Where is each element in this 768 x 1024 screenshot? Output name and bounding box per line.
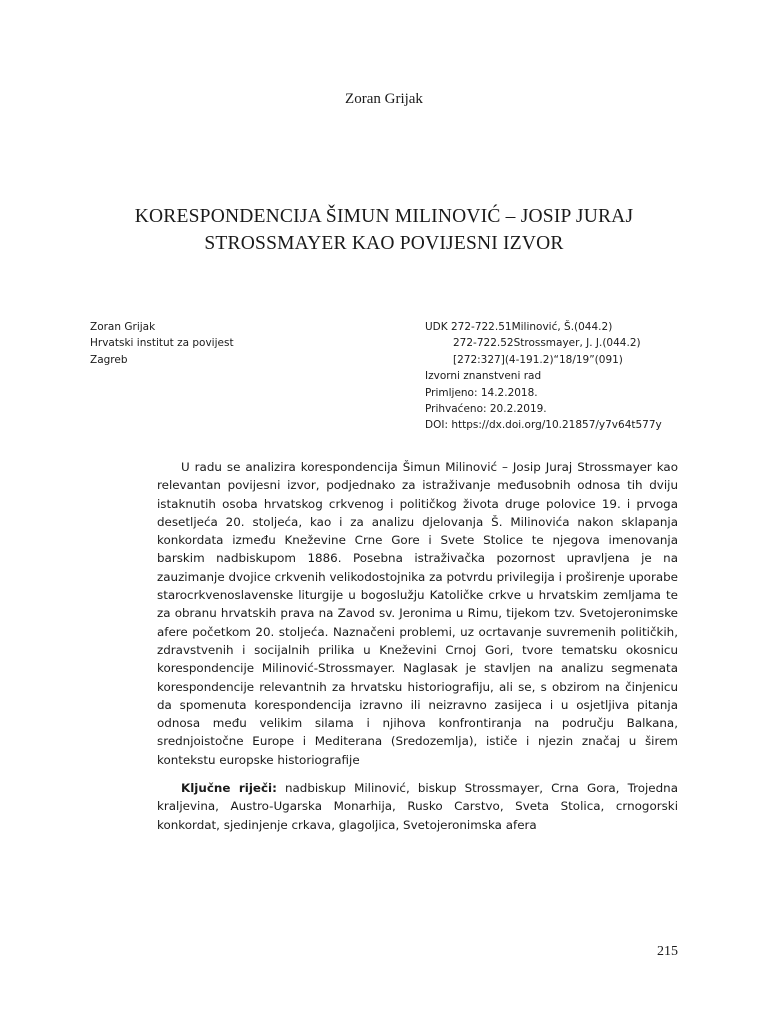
accepted-date: Prihvaćeno: 20.2.2019. xyxy=(425,403,547,416)
author-affiliation xyxy=(90,319,234,368)
affiliation-institute: Hrvatski institut za povijest xyxy=(90,337,234,350)
udk-line-1: UDK 272-722.51Milinović, Š.(044.2) xyxy=(425,321,613,333)
abstract-paragraph: U radu se analizira korespondencija Šimun Milinović – Josip Juraj Strossmayer kao relevantan povijesni izvor, podjednako za istraživanje međusobnih odnosa tih dviju istaknutih osoba hrvatskog crkvenog i političkog života druge polovice 19. i prvoga desetljeća 20. stoljeća, kao i za analizu djelovanja Š. Milinovića nakon sklapanja konkordata između Kneževine Crne Gore i Svete Stolice te njegova imenovanja barskim nadbiskupom 1886. Posebna istraživačka pozornost upravljena je na zauzimanje dvojice crkvenih velikodostojnika za potvrdu privilegija i proširenje uporabe starocrkvenoslavenske liturgije u bogoslužju Katoličke crkve u hrvatskim zemljama te za obranu hrvatskih prava na Zavod sv. Jeronima u Rimu, tijekom tzv. Svetojeronimske afere početkom 20. stoljeća. Naznačeni problemi, uz ocrtavanje suvremenih političkih, zdravstvenih i socijalnih prilika u Kneževini Crnoj Gori, tvore tematsku okosnicu korespondencije Milinović-Strossmayer. Naglasak je stavljen na analizu segmenata korespondencije relevantnih za hrvatsku historiografiju, ali se, s obzirom na činjenicu da spomenuta korespondencija izravno ili neizravno zasijeca i u osjetljiva pitanja odnosa među velikim silama i njihova konfrontiranja na području Balkana, srednjoistočne Europe i Mediterana (Sredozemlja), ističe i njezin značaj u širem kontekstu europske historiografije xyxy=(157,460,678,767)
paper-type: Izvorni znanstveni rad xyxy=(425,370,542,383)
affiliation-city: Zagreb xyxy=(90,353,128,366)
paper-title-line-1: KORESPONDENCIJA ŠIMUN MILINOVIĆ – JOSIP JURAJ xyxy=(134,206,634,227)
running-header-author: Zoran Grijak xyxy=(345,91,423,107)
received-date: Primljeno: 14.2.2018. xyxy=(425,386,538,399)
keywords-paragraph xyxy=(157,779,678,834)
paper-title xyxy=(70,203,698,257)
page-number: 215 xyxy=(657,944,678,959)
article-metadata xyxy=(425,319,662,434)
doi-link[interactable]: DOI: https://dx.doi.org/10.21857/y7v64t577y xyxy=(425,419,662,432)
udk-line-2: 272-722.52Strossmayer, J. J.(044.2) xyxy=(453,337,641,350)
keywords-label: Ključne riječi: xyxy=(181,781,277,795)
udk-line-3: [272:327](4-191.2)“18/19”(091) xyxy=(453,353,623,366)
affiliation-author-name: Zoran Grijak xyxy=(90,321,156,333)
keywords-list: nadbiskup Milinović, biskup Strossmayer, Crna Gora, Trojedna kraljevina, Austro-Ugarska Monarhija, Rusko Carstvo, Sveta Stolica, crnogorski konkordat, sjedinjenje crkava, glagoljica, Svetojeronimska afera xyxy=(157,781,678,832)
paper-title-line-2: STROSSMAYER KAO POVIJESNI IZVOR xyxy=(204,233,564,254)
